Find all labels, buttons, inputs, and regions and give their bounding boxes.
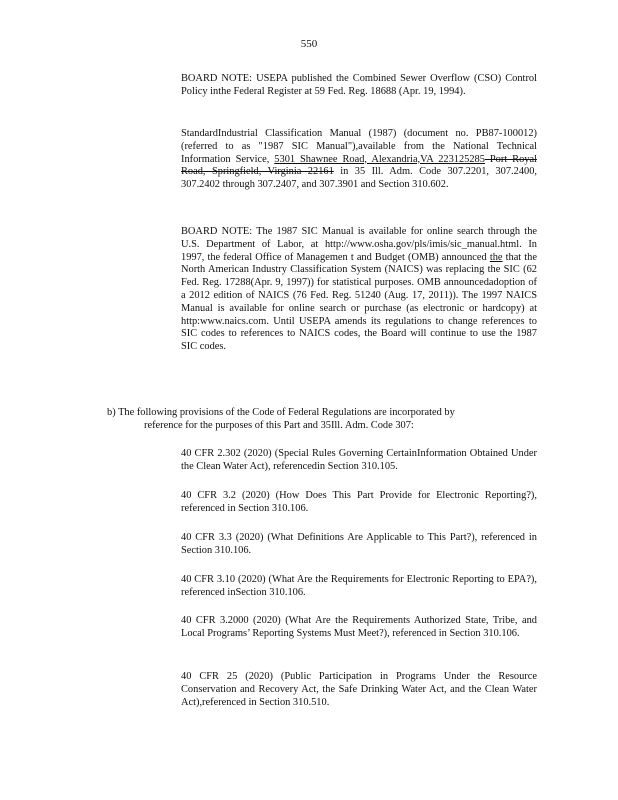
sic-inserted-address: 5301 Shawnee Road, Alexandria,VA 223125285 bbox=[274, 153, 485, 165]
subsection-b-line1: b) The following provisions of the Code of Federal Regulations are incorporated by bbox=[107, 407, 455, 418]
cfr-item-3-3: 40 CFR 3.3 (2020) (What Definitions Are Applicable to This Part?), referenced in Section 310.106. bbox=[181, 532, 537, 556]
sic-deleted-address: Port Royal Road, Springfield, Virginia 22161 bbox=[181, 153, 537, 178]
page-number: 550 bbox=[300, 38, 318, 50]
sic-text-part1: StandardIndustrial Classification Manual (1987) (document no. PB87-100012) (referred to as "1987 SIC Manual"),available from the National Technical Information Service, bbox=[181, 128, 537, 165]
sic-manual-paragraph bbox=[181, 128, 537, 192]
note2-text-part1: BOARD NOTE: The 1987 SIC Manual is available for online search through the U.S. Department of Labor, at http://www.osha.gov/pls/imis/sic_manual.html. In 1997, the federal Office of Managemen t and Budget (OMB) announced bbox=[181, 226, 537, 263]
cfr-item-2-302: 40 CFR 2.302 (2020) (Special Rules Governing CertainInformation Obtained Under the Clean Water Act), referencedin Section 310.105. bbox=[181, 448, 537, 472]
sic-text-part2: in 35 Ill. Adm. Code 307.2201, 307.2400, 307.2402 through 307.2407, and 307.3901 and Section 310.602. bbox=[181, 166, 537, 191]
cfr-item-3-2000: 40 CFR 3.2000 (2020) (What Are the Requirements Authorized State, Tribe, and Local Programs’ Reporting Systems Must Meet?), referenced in Section 310.106. bbox=[181, 615, 537, 639]
cfr-item-3-2: 40 CFR 3.2 (2020) (How Does This Part Provide for Electronic Reporting?), referenced in Section 310.106. bbox=[181, 490, 537, 514]
cfr-item-3-10: 40 CFR 3.10 (2020) (What Are the Requirements for Electronic Reporting to EPA?), referenced inSection 310.106. bbox=[181, 574, 537, 598]
subsection-b bbox=[107, 407, 537, 433]
note2-inserted-word: the bbox=[489, 251, 503, 263]
subsection-b-line2: reference for the purposes of this Part and 35Ill. Adm. Code 307: bbox=[144, 419, 414, 431]
board-note-sic-naics bbox=[181, 226, 537, 354]
cfr-item-25: 40 CFR 25 (2020) (Public Participation in Programs Under the Resource Conservation and Recovery Act, the Safe Drinking Water Act, and the Clean Water Act),referenced in Section 310.510. bbox=[181, 671, 537, 708]
board-note-cso: BOARD NOTE: USEPA published the Combined Sewer Overflow (CSO) Control Policy inthe Federal Register at 59 Fed. Reg. 18688 (Apr. 19, 1994). bbox=[181, 73, 537, 97]
note2-text-part2: that the North American Industry Classification System (NAICS) was replacing the SIC (62 Fed. Reg. 17288(Apr. 9, 1997)) for statistical purposes. OMB announcedadoption of a 2012 edition of NAICS (76 Fed. Reg. 51240 (Aug. 17, 2011)). The 1997 NAICS Manual is available for online search or purchase (as electronic or hardcopy) at http:www.naics.com. Until USEPA amends its regulations to change references to SIC codes to references to NAICS codes, the Board will continue to use the 1987 SIC codes. bbox=[181, 251, 537, 353]
